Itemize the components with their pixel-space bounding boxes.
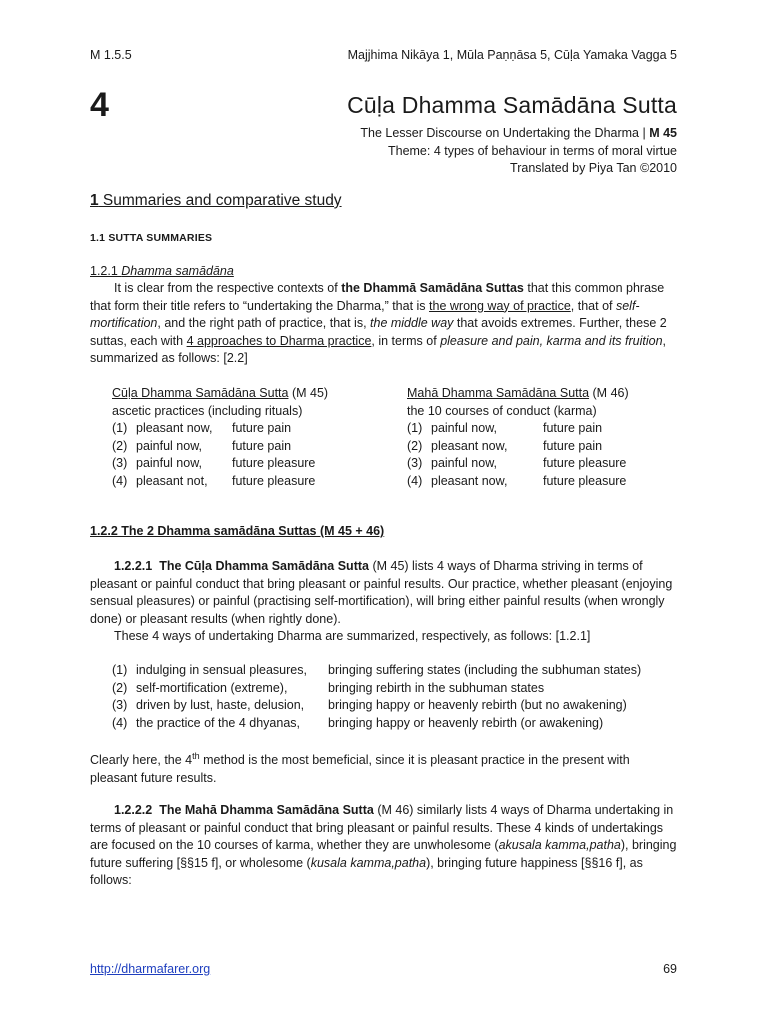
item-number: (1) [112, 663, 128, 677]
subtitle [360, 126, 677, 140]
text-run: It is clear from the respective contexts of [114, 281, 342, 295]
subsubsection-title: Dhamma samādāna [121, 264, 234, 278]
paragraph-number: 1.2.2.1 [114, 559, 153, 573]
item-number: (4) [407, 473, 423, 488]
text-run: pleasure and pain, karma and its fruition [440, 333, 663, 348]
text-run: , in terms of [371, 333, 441, 348]
section-number: 1 [90, 192, 99, 209]
list-item [112, 680, 641, 698]
item-number: (2) [112, 680, 128, 695]
column-title-ref: (M 46) [589, 386, 629, 400]
list-item [112, 697, 641, 715]
item-number: (2) [407, 438, 423, 453]
item-now: pleasant now, [431, 473, 508, 488]
item-practice: indulging in sensual pleasures, [136, 663, 307, 677]
item-number: (4) [112, 473, 128, 488]
item-number: (1) [112, 421, 128, 435]
item-practice: driven by lust, haste, delusion, [136, 698, 305, 712]
column-title [407, 385, 687, 403]
item-future: future pleasure [232, 456, 316, 470]
item-result: bringing rebirth in the subhuman states [328, 680, 545, 695]
subsubsection-number: 1.2.1 [90, 264, 122, 278]
item-future: future pain [543, 421, 603, 435]
list-item [407, 420, 687, 438]
paragraph [90, 280, 678, 368]
text-run: the middle way [370, 316, 454, 330]
paragraph [90, 748, 678, 787]
text-run: that avoids extremes. Further, these 2 suttas, each with [90, 316, 667, 348]
text-run: kusala kamma,patha [310, 855, 427, 870]
text-run: , and the right path of practice, that is, [157, 316, 371, 330]
item-future: future pleasure [543, 473, 627, 488]
item-number: (3) [112, 698, 128, 712]
list-item [112, 662, 641, 680]
list-item [407, 438, 687, 456]
item-number: (3) [407, 456, 423, 470]
section-title: Summaries and comparative study [98, 192, 342, 209]
text-run: ), bringing future happiness [§§16 f], as follows: [90, 855, 643, 887]
column-subtitle: ascetic practices (including rituals) [112, 403, 303, 418]
subtitle-code: M 45 [649, 126, 677, 140]
comparison-column-maha [407, 385, 687, 490]
item-now: pleasant now, [136, 421, 213, 435]
header-sutta-ref: M 1.5.5 [90, 48, 132, 62]
text-run: The Cūḷa Dhamma Samādāna Sutta [159, 559, 369, 573]
item-now: painful now, [136, 438, 203, 453]
column-subtitle: the 10 courses of conduct (karma) [407, 403, 597, 418]
column-title-ref: (M 45) [288, 386, 329, 400]
translator-line: Translated by Piya Tan ©2010 [510, 161, 677, 175]
column-title [112, 385, 392, 403]
text-run: , that of [570, 298, 616, 313]
page-title: Cūḷa Dhamma Samādāna Sutta [347, 92, 677, 118]
text-run: The Mahā Dhamma Samādāna Sutta [159, 803, 374, 817]
text-run: (M 45) lists 4 ways of Dharma striving in terms of pleasant or painful conduct that bring pleasant or painful results. Our practice, whether pleasant (enjoying sensual pleasures) or painful (practising self-mortification), will bring either painful results (when wrongly done) or pleasant results (when rightly done). [90, 559, 673, 626]
item-number: (1) [407, 421, 423, 435]
column-title-text: Mahā Dhamma Samādāna Sutta [407, 386, 590, 400]
section-heading [90, 192, 342, 210]
text-run: , summarized as follows: [2.2] [90, 333, 667, 365]
list-item [112, 420, 392, 438]
text-run: These 4 ways of undertaking Dharma are summarized, respectively, as follows: [1.2.1] [114, 629, 591, 643]
item-number: (2) [112, 438, 128, 453]
subsection-heading: 1.1 SUTTA SUMMARIES [90, 232, 213, 244]
list-item [112, 715, 641, 733]
list-item [112, 473, 392, 491]
text-run: the wrong way of practice [429, 298, 571, 313]
subtitle-text: The Lesser Discourse on Undertaking the Dharma [360, 126, 639, 140]
item-number: (3) [112, 456, 128, 470]
subsubsection-heading: 1.2.2 The 2 Dhamma samādāna Suttas (M 45 + 46) [90, 524, 385, 538]
column-title-text: Cūḷa Dhamma Samādāna Sutta [112, 386, 289, 400]
item-future: future pain [232, 438, 292, 453]
item-result: bringing happy or heavenly rebirth (but no awakening) [328, 698, 627, 712]
text-run: that this common phrase that form their title refers to “undertaking the Dharma,” that is [90, 281, 665, 313]
text-run: the Dhammā Samādāna Suttas [341, 281, 524, 295]
paragraph [90, 558, 678, 646]
item-future: future pain [232, 421, 292, 435]
theme-line: Theme: 4 types of behaviour in terms of moral virtue [387, 144, 677, 158]
list-item [407, 473, 687, 491]
item-now: painful now, [431, 456, 498, 470]
list-item [112, 455, 392, 473]
text-run: Clearly here, the 4 [90, 753, 193, 768]
subtitle-separator: | [639, 126, 650, 140]
text-run: 4 approaches to Dharma practice [186, 333, 372, 348]
item-practice: self-mortification (extreme), [136, 680, 288, 695]
list-item [407, 455, 687, 473]
item-future: future pain [543, 438, 603, 453]
superscript: th [192, 751, 200, 761]
item-future: future pleasure [232, 473, 316, 488]
page-number: 69 [663, 962, 677, 976]
item-result: bringing happy or heavenly rebirth (or awakening) [328, 715, 604, 730]
subsubsection-heading [90, 264, 234, 278]
list-item [112, 438, 392, 456]
text-run: self-mortification [90, 298, 640, 330]
item-now: painful now, [431, 421, 498, 435]
paragraph-number: 1.2.2.2 [114, 803, 153, 817]
text-run: akusala kamma,patha [498, 838, 621, 852]
item-number: (4) [112, 715, 128, 730]
website-link[interactable]: http://dharmafarer.org [90, 962, 211, 976]
item-practice: the practice of the 4 dhyanas, [136, 715, 300, 730]
item-now: pleasant not, [136, 473, 208, 488]
comparison-column-cula [112, 385, 392, 490]
chapter-number: 4 [90, 86, 109, 124]
item-result: bringing suffering states (including the subhuman states) [328, 663, 642, 677]
item-now: pleasant now, [431, 438, 508, 453]
header-collection: Majjhima Nikāya 1, Mūla Paṇṇāsa 5, Cūḷa Yamaka Vagga 5 [347, 48, 677, 62]
text-run: ), bringing future suffering [§§15 f], or wholesome ( [90, 838, 677, 870]
text-run: (M 46) similarly lists 4 ways of Dharma undertaking in terms of pleasant or painful conduct that bring pleasant or painful results. These 4 kinds of undertakings are focused on the 10 courses of karma, whether they are unwholesome ( [90, 803, 674, 852]
item-now: painful now, [136, 456, 203, 470]
practice-list [112, 662, 641, 732]
item-future: future pleasure [543, 456, 627, 470]
text-run: method is the most bemeficial, since it is pleasant practice in the present with pleasant future results. [90, 753, 630, 785]
paragraph [90, 802, 678, 890]
